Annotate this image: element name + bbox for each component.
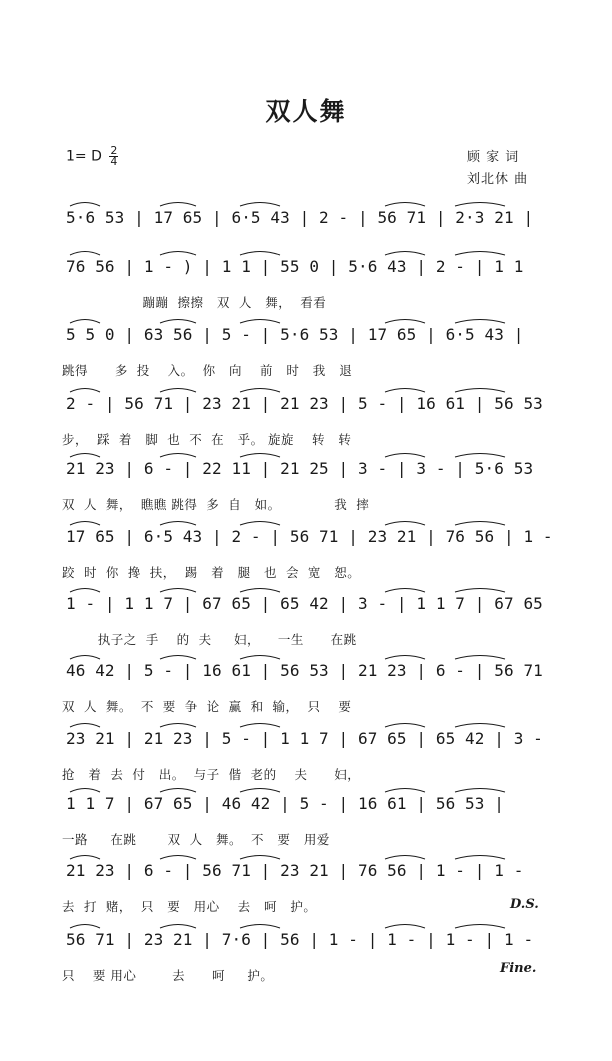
score-row: [0, 661, 612, 731]
song-title: 双人舞: [265, 97, 347, 126]
slur: [70, 203, 100, 207]
score-row: [0, 459, 612, 529]
lyricist-credit: 顾 家 词: [467, 150, 520, 165]
score-row: [0, 729, 612, 799]
key-label: 1= D: [66, 148, 102, 165]
slur-marks: [0, 257, 612, 327]
row-notation: 1 - | 1 1 7 | 67 65 | 65 42 | 3 - | 1 1 7 | 67 65: [66, 594, 543, 613]
row-lyrics: 双 人 舞， 瞧瞧 跳得 多 自 如。 我 摔: [62, 497, 370, 512]
time-denominator: 4: [110, 155, 118, 168]
slur-marks: [0, 459, 612, 529]
score-row: [0, 527, 612, 597]
slur: [385, 203, 425, 207]
row-notation: 17 65 | 6·5 43 | 2 - | 56 71 | 23 21 | 76 56 | 1 -: [66, 527, 553, 546]
row-lyrics: 执子之 手 的 夫 妇， 一生 在跳: [62, 632, 357, 647]
row-lyrics: 去 打 赌， 只 要 用心 去 呵 护。: [62, 899, 317, 914]
slur-marks: [0, 594, 612, 664]
key-signature: [66, 146, 118, 167]
dal-segno-mark: D.S.: [510, 897, 539, 912]
row-notation: 5·6 53 | 17 65 | 6·5 43 | 2 - | 56 71 | 2·3 21 |: [66, 208, 534, 227]
row-notation: 1 1 7 | 67 65 | 46 42 | 5 - | 16 61 | 56 53 |: [66, 794, 504, 813]
slur-marks: [0, 394, 612, 464]
time-numerator: 2: [110, 144, 118, 157]
time-signature: [109, 146, 118, 167]
row-lyrics: 步， 踩 着 脚 也 不 在 乎。 旋旋 转 转: [62, 432, 352, 447]
row-notation: 23 21 | 21 23 | 5 - | 1 1 7 | 67 65 | 65 42 | 3 -: [66, 729, 543, 748]
row-lyrics: 抢 着 去 付 出。 与子 偕 老的 夫 妇，: [62, 767, 361, 782]
row-lyrics: 双 人 舞。 不 要 争 论 赢 和 输， 只 要: [62, 699, 352, 714]
fine-mark: Fine.: [500, 961, 537, 976]
slur-marks: [0, 661, 612, 731]
row-notation: 5 5 0 | 63 56 | 5 - | 5·6 53 | 17 65 | 6·5 43 |: [66, 325, 524, 344]
score-row: [0, 861, 612, 931]
row-lyrics: 只 要 用心 去 呵 护。: [62, 968, 274, 983]
score-row: [0, 594, 612, 664]
row-notation: 21 23 | 6 - | 56 71 | 23 21 | 76 56 | 1 - | 1 -: [66, 861, 524, 880]
slur-marks: [0, 527, 612, 597]
row-lyrics: 跤 时 你 搀 扶， 踢 着 腿 也 会 宽 恕。: [62, 565, 361, 580]
row-lyrics: 蹦蹦 擦擦 双 人 舞， 看看: [62, 295, 327, 310]
slur: [240, 203, 280, 207]
score-row: [0, 394, 612, 464]
slur: [455, 203, 505, 207]
row-notation: 56 71 | 23 21 | 7·6 | 56 | 1 - | 1 - | 1 - | 1 -: [66, 930, 534, 949]
row-lyrics: 跳得 多 投 入。 你 向 前 时 我 退: [62, 363, 353, 378]
slur: [160, 203, 196, 207]
composer-credit: 刘北休 曲: [467, 172, 529, 187]
row-notation: 21 23 | 6 - | 22 11 | 21 25 | 3 - | 3 - | 5·6 53: [66, 459, 534, 478]
row-notation: 76 56 | 1 - ) | 1 1 | 55 0 | 5·6 43 | 2 - | 1 1: [66, 257, 524, 276]
score-row: [0, 325, 612, 395]
row-lyrics: 一路 在跳 双 人 舞。 不 要 用爱: [62, 832, 330, 847]
score-row: [0, 794, 612, 864]
row-notation: 46 42 | 5 - | 16 61 | 56 53 | 21 23 | 6 - | 56 71: [66, 661, 543, 680]
score-row: [0, 257, 612, 327]
slur-marks: [0, 325, 612, 395]
slur-marks: [0, 861, 612, 931]
row-notation: 2 - | 56 71 | 23 21 | 21 23 | 5 - | 16 61 | 56 53: [66, 394, 543, 413]
slur-marks: [0, 729, 612, 799]
slur-marks: [0, 794, 612, 864]
